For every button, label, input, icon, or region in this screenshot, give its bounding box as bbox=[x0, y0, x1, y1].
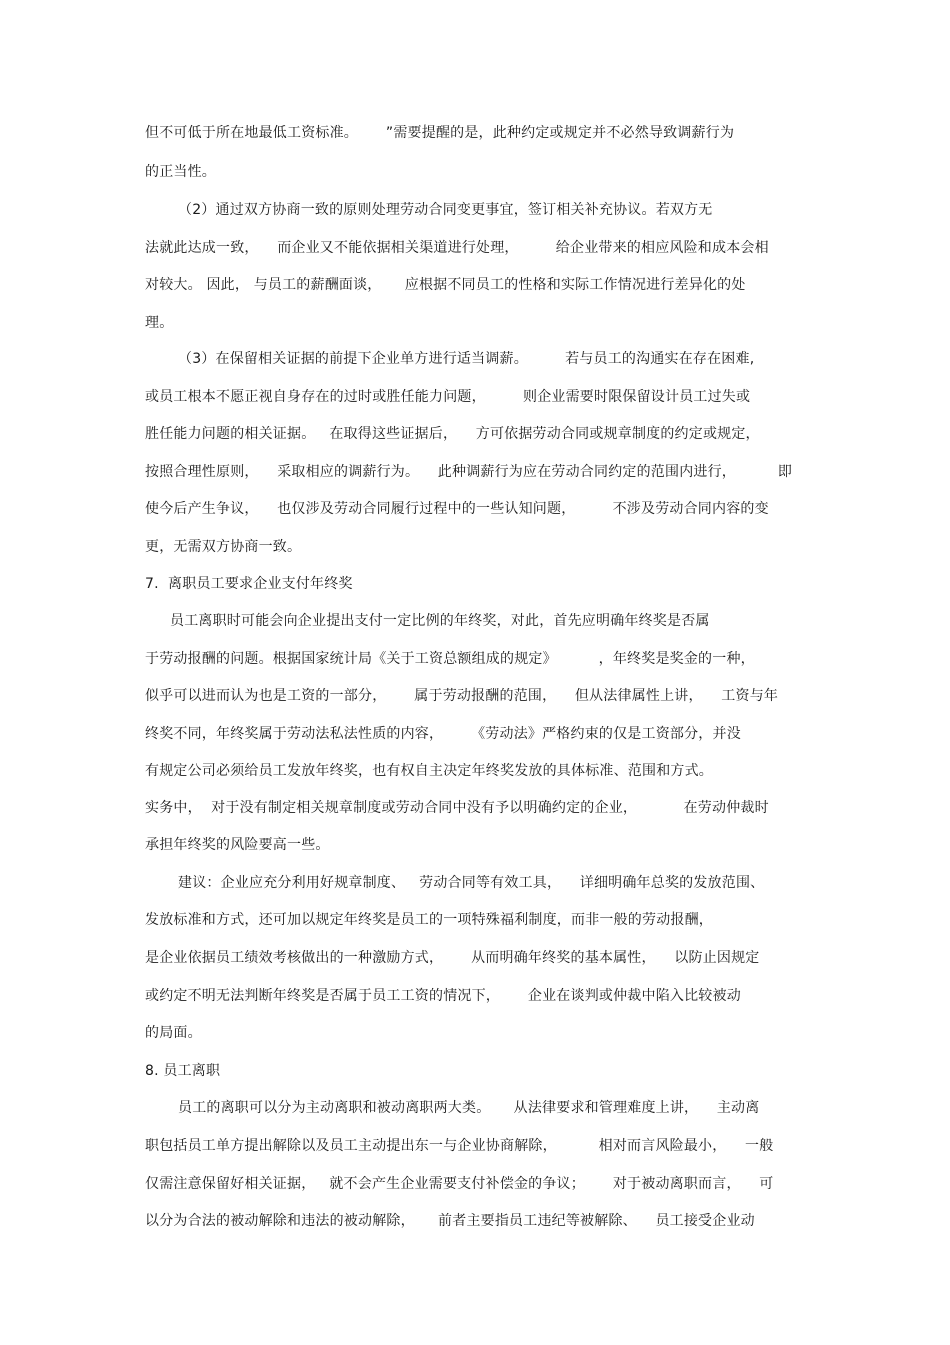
text-line: 有规定公司必须给员工发放年终奖，也有权自主决定年终奖发放的具体标准、范围和方式。 bbox=[145, 763, 713, 779]
text-line: 或员工根本不愿正视自身存在的过时或胜任能力问题， 则企业需要时限保留设计员工过失或 bbox=[145, 389, 751, 405]
text-line: 员工的离职可以分为主动离职和被动离职两大类。 从法律要求和管理难度上讲， 主动离 bbox=[178, 1100, 760, 1116]
text-line: 实务中， 对于没有制定相关规章制度或劳动合同中没有予以明确约定的企业， 在劳动仲裁时 bbox=[145, 800, 769, 816]
text-line: 对较大。 因此， 与员工的薪酬面谈， 应根据不同员工的性格和实际工作情况进行差异化的处 bbox=[145, 277, 746, 293]
text-line: 承担年终奖的风险要高一些。 bbox=[145, 837, 330, 853]
text-line: 法就此达成一致， 而企业又不能依据相关渠道进行处理， 给企业带来的相应风险和成本会相 bbox=[145, 240, 769, 256]
text-line: 理。 bbox=[145, 315, 174, 331]
text-line: 于劳动报酬的问题。根据国家统计局《关于工资总额组成的规定》 ，年终奖是奖金的一种， bbox=[145, 651, 755, 667]
text-line: 或约定不明无法判断年终奖是否属于员工工资的情况下， 企业在谈判或仲裁中陷入比较被动 bbox=[145, 988, 741, 1004]
text-line: （2）通过双方协商一致的原则处理劳动合同变更事宜，签订相关补充协议。若双方无 bbox=[178, 202, 713, 218]
text-line: 胜任能力问题的相关证据。 在取得这些证据后， 方可依据劳动合同或规章制度的约定或规定， bbox=[145, 426, 760, 442]
section-heading: 8. 员工离职 bbox=[145, 1063, 221, 1079]
text-line: 职包括员工单方提出解除以及员工主动提出东一与企业协商解除， 相对而言风险最小， 一般 bbox=[145, 1138, 774, 1154]
text-line: （3）在保留相关证据的前提下企业单方进行适当调薪。 若与员工的沟通实在存在困难, bbox=[178, 351, 755, 367]
text-line: 员工离职时可能会向企业提出支付一定比例的年终奖，对此，首先应明确年终奖是否属 bbox=[170, 613, 710, 629]
text-line: 以分为合法的被动解除和违法的被动解除， 前者主要指员工违纪等被解除、 员工接受企业动 bbox=[145, 1213, 755, 1229]
text-line: 的正当性。 bbox=[145, 164, 216, 180]
text-line: 使今后产生争议， 也仅涉及劳动合同履行过程中的一些认知问题， 不涉及劳动合同内容的变 bbox=[145, 501, 769, 517]
section-heading: 7. 离职员工要求企业支付年终奖 bbox=[145, 576, 353, 592]
text-line: 按照合理性原则， 采取相应的调薪行为。 此种调薪行为应在劳动合同约定的范围内进行， 即 bbox=[145, 464, 793, 480]
text-line: 仅需注意保留好相关证据， 就不会产生企业需要支付补偿金的争议； 对于被动离职而言， 可 bbox=[145, 1176, 774, 1192]
text-line: 发放标准和方式，还可加以规定年终奖是员工的一项特殊福利制度，而非一般的劳动报酬， bbox=[145, 912, 713, 928]
text-line: 终奖不同，年终奖属于劳动法私法性质的内容， 《劳动法》严格约束的仅是工资部分，并没 bbox=[145, 726, 741, 742]
text-line: 的局面。 bbox=[145, 1025, 202, 1041]
text-line: 似乎可以进而认为也是工资的一部分， 属于劳动报酬的范围， 但从法律属性上讲， 工资与年 bbox=[145, 688, 779, 704]
text-line: 更，无需双方协商一致。 bbox=[145, 539, 302, 555]
text-line: 建议：企业应充分利用好规章制度、 劳动合同等有效工具， 详细明确年总奖的发放范围、 bbox=[178, 875, 765, 891]
text-line: 但不可低于所在地最低工资标准。 ”需要提醒的是，此种约定或规定并不必然导致调薪行为 bbox=[145, 125, 735, 141]
text-line: 是企业依据员工绩效考核做出的一种激励方式， 从而明确年终奖的基本属性， 以防止因规定 bbox=[145, 950, 760, 966]
